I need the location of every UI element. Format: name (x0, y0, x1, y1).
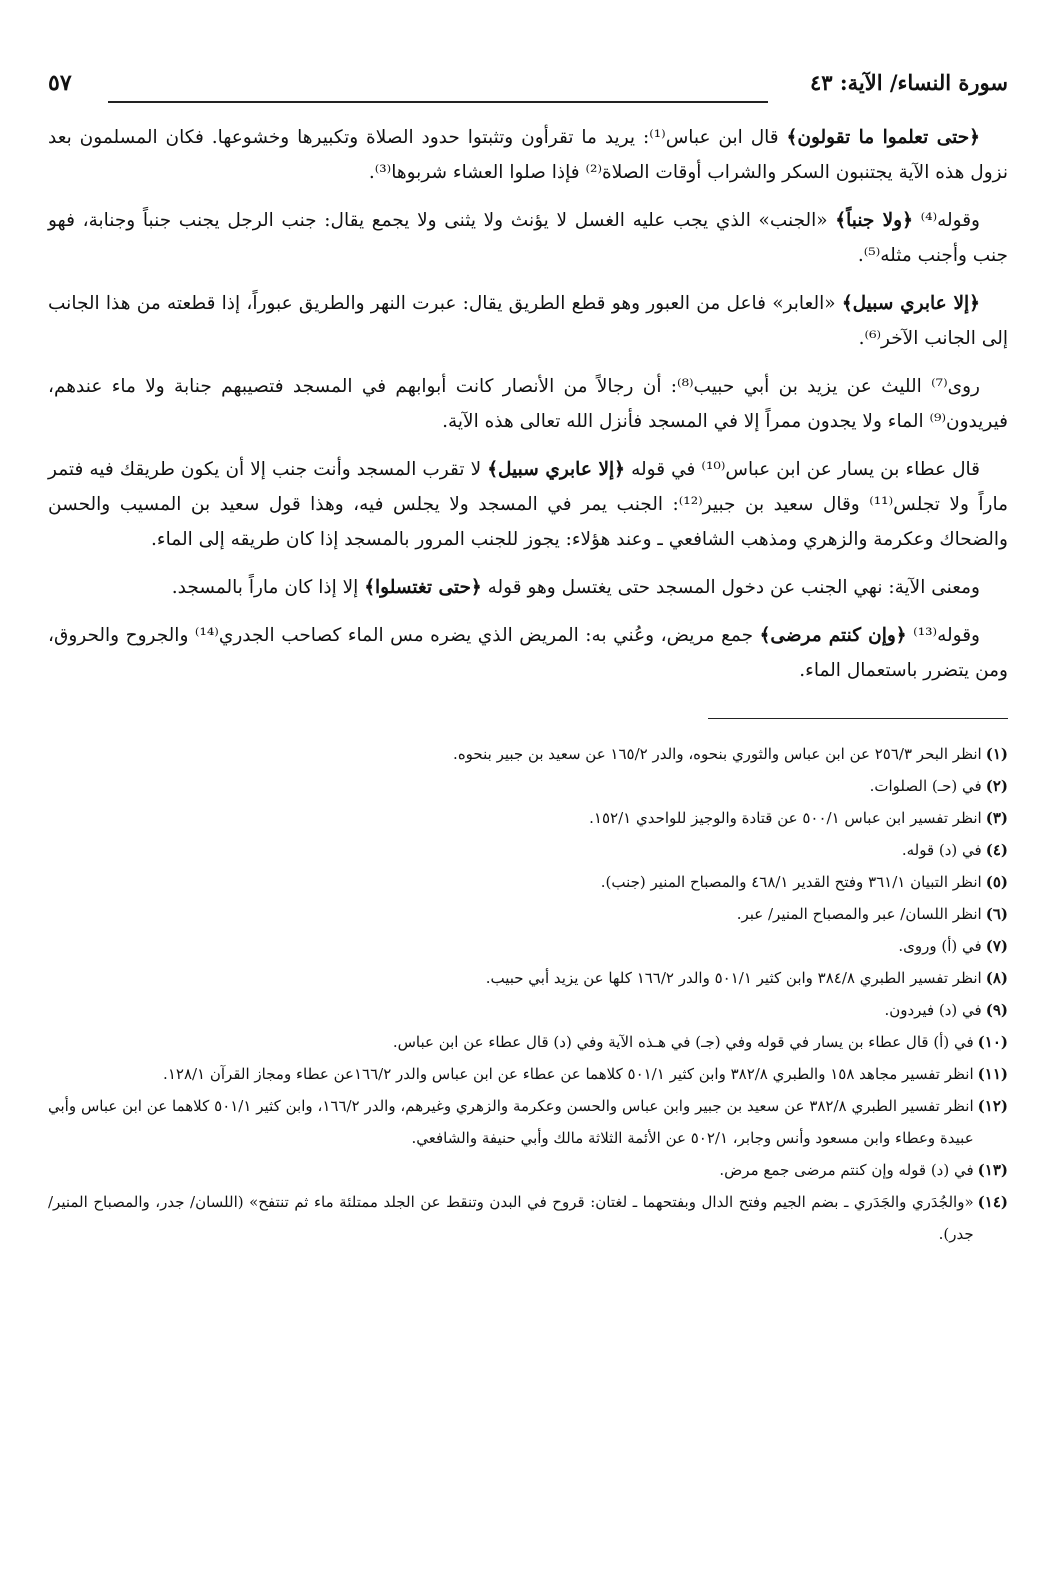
paragraph (48, 452, 1008, 557)
footnote-number: (١) (985, 745, 1008, 763)
footnote-text: في (حـ) الصلوات. (869, 777, 982, 795)
footnote-text: في (أ) وروى. (898, 937, 982, 955)
footnote-text: انظر تفسير الطبري ٣٨٢/٨ عن سعيد بن جبير وابن عباس والحسن وعكرمة والزهري وغيرهم، والدر ١٦٦/٢، وابن كثير ٥٠١/١ كلاهما عن ابن عباس وأبي عبيدة وعطاء وابن مسعود وأنس وجابر، ٥٠٢/١ عن الأئمة الثلاثة مالك وأبي حنيفة والشافعي. (48, 1097, 974, 1147)
footnote-text: انظر التبيان ٣٦١/١ وفتح القدير ٤٦٨/١ والمصباح المنير (جنب). (600, 873, 982, 891)
footnote (48, 1186, 1008, 1250)
footnote (48, 994, 1008, 1026)
main-text (48, 120, 1008, 688)
paragraph-lead: وقوله⁽⁴⁾ (912, 210, 980, 231)
footnote (48, 962, 1008, 994)
quran-quote: ﴿حتى تعلموا ما تقولون﴾ (786, 127, 980, 148)
footnote-text: في (د) قوله وإن كنتم مرضى جمع مرض. (719, 1161, 974, 1179)
footnote-number: (١٠) (977, 1033, 1008, 1051)
quran-quote: ﴿ولا جنباً﴾ (835, 210, 913, 231)
paragraph-text: إلا إذا كان ماراً بالمسجد. (171, 577, 365, 598)
paragraph-text: قال ابن عباس⁽¹⁾: يريد ما تقرأون وتثبتوا حدود الصلاة وتكبيرها وخشوعها. فكان المسلمون بعد نزول هذه الآية يجتنبون السكر والشراب أوقات الصلاة⁽²⁾ فإذا صلوا العشاء شربوها⁽³⁾. (48, 127, 1008, 183)
paragraph (48, 203, 1008, 273)
paragraph (48, 120, 1008, 190)
paragraph (48, 369, 1008, 439)
footnote (48, 834, 1008, 866)
footnote-number: (٣) (985, 809, 1008, 827)
footnote (48, 738, 1008, 770)
paragraph-lead: قال عطاء بن يسار عن ابن عباس⁽¹⁰⁾ في قوله (625, 459, 980, 480)
paragraph (48, 286, 1008, 356)
paragraph-text: «العابر» فاعل من العبور وهو قطع الطريق يقال: عبرت النهر والطريق عبوراً، إذا قطعته من هذا الجانب إلى الجانب الآخر⁽⁶⁾. (48, 293, 1008, 349)
footnote-text: في (أ) قال عطاء بن يسار في قوله وفي (جـ) في هـذه الآية وفي (د) قال عطاء عن ابن عباس. (392, 1033, 974, 1051)
footnote (48, 1090, 1008, 1154)
footnote-text: انظر تفسير مجاهد ١٥٨ والطبري ٣٨٢/٨ وابن كثير ٥٠١/١ كلاهما عن عطاء عن ابن عباس والدر ١٦٦/٢عن عطاء ومجاز القرآن ١٢٨/١. (163, 1065, 974, 1083)
footnote (48, 1026, 1008, 1058)
footnote (48, 802, 1008, 834)
footnote (48, 1154, 1008, 1186)
footnotes (48, 738, 1008, 1250)
footnote-number: (٢) (985, 777, 1008, 795)
paragraph-text: «الجنب» الذي يجب عليه الغسل لا يؤنث ولا يثنى ولا يجمع يقال: جنب الرجل يجنب جنباً وجنابة، فهو جنب وأجنب مثله⁽⁵⁾. (48, 210, 1008, 266)
footnote-text: انظر تفسير ابن عباس ٥٠٠/١ عن قتادة والوجيز للواحدي ١٥٢/١. (589, 809, 982, 827)
quran-quote: ﴿إلا عابري سبيل﴾ (487, 459, 626, 480)
footnote-number: (١٢) (977, 1097, 1008, 1115)
footnote (48, 866, 1008, 898)
page-number: ٥٧ (48, 70, 72, 96)
header-rule (108, 101, 768, 103)
paragraph-lead: وقوله⁽¹³⁾ (906, 625, 980, 646)
paragraph-text: روى⁽⁷⁾ الليث عن يزيد بن أبي حبيب⁽⁸⁾: أن رجالاً من الأنصار كانت أبوابهم في المسجد فتصيبهم جنابة ولا ماء عندهم، فيريدون⁽⁹⁾ الماء ولا يجدون ممراً إلا في المسجد فأنزل الله تعالى هذه الآية. (48, 376, 1008, 432)
footnote-number: (٨) (985, 969, 1008, 987)
quran-quote: ﴿إلا عابري سبيل﴾ (841, 293, 980, 314)
footnote-number: (١٣) (977, 1161, 1008, 1179)
running-title: سورة النساء/ الآية: ٤٣ (810, 70, 1008, 95)
footnote-number: (١١) (977, 1065, 1008, 1083)
paragraph (48, 570, 1008, 605)
footnote-number: (٤) (985, 841, 1008, 859)
quran-quote: ﴿حتى تغتسلوا﴾ (364, 577, 482, 598)
footnote (48, 1058, 1008, 1090)
footnote (48, 898, 1008, 930)
footnote (48, 770, 1008, 802)
footnote-number: (٥) (985, 873, 1008, 891)
footnote-text: في (د) فيردون. (884, 1001, 982, 1019)
footnote-text: انظر اللسان/ عبر والمصباح المنير/ عبر. (736, 905, 982, 923)
footnote-separator (48, 718, 1008, 720)
footnote-text: انظر البحر ٢٥٦/٣ عن ابن عباس والثوري بنحوه، والدر ١٦٥/٢ عن سعيد بن جبير بنحوه. (453, 745, 982, 763)
paragraph-lead: ومعنى الآية: نهي الجنب عن دخول المسجد حتى يغتسل وهو قوله (481, 577, 980, 598)
paragraph-text: جمع مريض، وعُني به: المريض الذي يضره مس الماء كصاحب الجدري⁽¹⁴⁾ والجروح والحروق، ومن يتضرر باستعمال الماء. (48, 625, 1008, 681)
quran-quote: ﴿وإن كنتم مرضى﴾ (759, 625, 907, 646)
running-header (48, 70, 1008, 110)
book-page (48, 70, 1008, 1250)
footnote (48, 930, 1008, 962)
paragraph-text: لا تقرب المسجد وأنت جنب إلا أن يكون طريقك فيه فتمر ماراً ولا تجلس⁽¹¹⁾ وقال سعيد بن جبير⁽¹²⁾: الجنب يمر في المسجد ولا يجلس فيه، وهذا قول سعيد بن المسيب والحسن والضحاك وعكرمة والزهري ومذهب الشافعي ـ وعند هؤلاء: يجوز للجنب المرور بالمسجد إذا كان طريقه إلى الماء. (48, 459, 1009, 550)
footnote-text: انظر تفسير الطبري ٣٨٤/٨ وابن كثير ٥٠١/١ والدر ١٦٦/٢ كلها عن يزيد أبي حبيب. (485, 969, 982, 987)
footnote-number: (٩) (985, 1001, 1008, 1019)
footnote-text: في (د) قوله. (901, 841, 982, 859)
footnote-number: (٧) (985, 937, 1008, 955)
footnote-number: (٦) (985, 905, 1008, 923)
paragraph (48, 618, 1008, 688)
footnote-text: «والجُدَري والجَدَري ـ بضم الجيم وفتح الدال وبفتحهما ـ لغتان: قروح في البدن وتنقط عن الجلد ممتلئة ماء ثم تنتفح» (اللسان/ جدر، والمصباح المنير/ جدر). (48, 1193, 974, 1243)
footnote-number: (١٤) (977, 1193, 1008, 1211)
